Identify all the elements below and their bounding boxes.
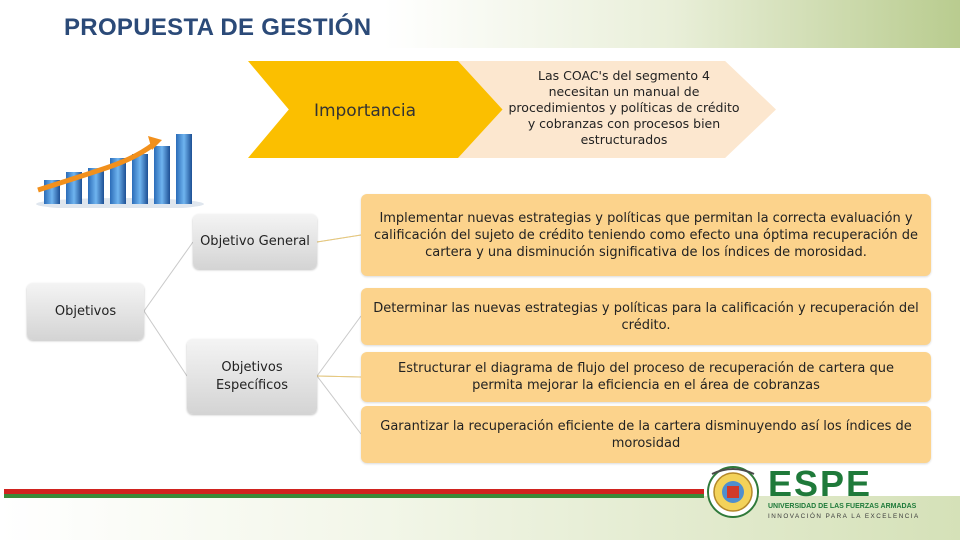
objectives-specific-label: Objetivos Específicos [215, 359, 289, 393]
specific-objective-1 [361, 288, 931, 345]
objectives-root-node [27, 283, 144, 340]
specific-objective-text: Garantizar la recuperación eficiente de la cartera disminuyendo así los índices de morosidad [380, 418, 912, 451]
espe-subtitle: UNIVERSIDAD DE LAS FUERZAS ARMADAS [768, 503, 917, 510]
specific-objective-text: Determinar las nuevas estrategias y políticas para la calificación y recuperación del crédito. [373, 300, 919, 333]
university-seal-icon [708, 467, 758, 517]
objective-general-description: Implementar nuevas estrategias y políticas que permitan la correcta evaluación y calificación del sujeto de crédito teniendo como efecto una óptima recuperación de cartera y una disminución significativa de los índices de morosidad. [373, 210, 919, 260]
espe-tagline: INNOVACIÓN PARA LA EXCELENCIA [768, 513, 920, 520]
growth-chart-icon [36, 124, 204, 208]
specific-objective-3 [361, 406, 931, 463]
specific-objective-2 [361, 352, 931, 402]
objective-general-node [193, 214, 317, 269]
espe-wordmark: ESPE [768, 466, 873, 504]
objectives-root-label: Objetivos [54, 304, 117, 319]
importance-description: Las COAC's del segmento 4 necesitan un manual de procedimientos y políticas de crédito y cobranzas con procesos bien estructurados [508, 68, 740, 147]
footer-green-stripe [4, 494, 704, 498]
espe-logo [702, 466, 942, 524]
specific-objective-text: Estructurar el diagrama de flujo del proceso de recuperación de cartera que permita mejorar la eficiencia en el área de cobranzas [398, 361, 894, 393]
objective-general-label: Objetivo General [200, 234, 310, 249]
objectives-specific-node [187, 339, 317, 414]
objective-general-text [361, 194, 931, 276]
page-title: PROPUESTA DE GESTIÓN [64, 14, 372, 41]
importance-label: Importancia [313, 101, 417, 121]
